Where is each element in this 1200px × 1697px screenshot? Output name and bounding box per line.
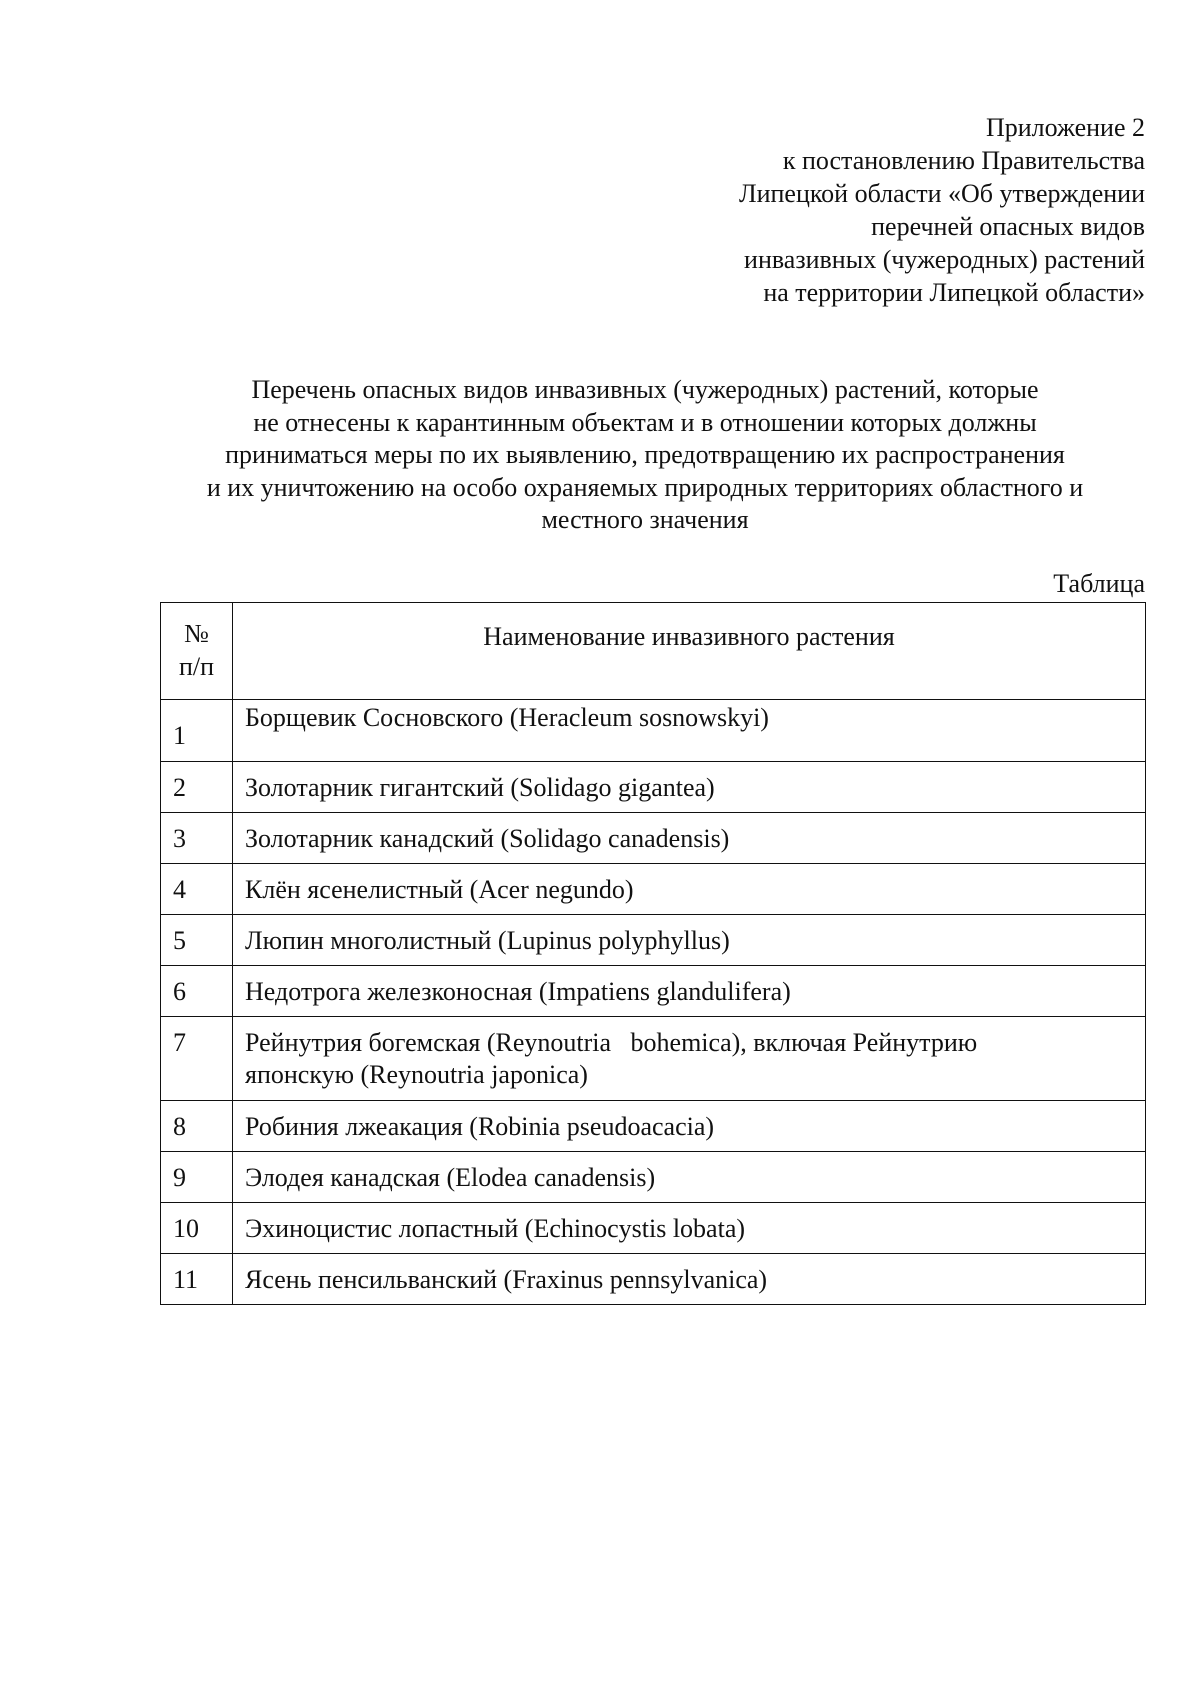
header-number-abbr: п/п bbox=[178, 652, 215, 681]
plant-name bbox=[233, 1017, 1146, 1101]
row-number: 10 bbox=[161, 1203, 233, 1254]
plant-name: Борщевик Сосновского (Heracleum sosnowskyi) bbox=[233, 700, 1146, 762]
table-row bbox=[161, 1017, 1146, 1101]
table-row bbox=[161, 762, 1146, 813]
appendix-block bbox=[585, 111, 1145, 309]
header-number-symbol: № bbox=[184, 619, 209, 648]
plant-name: Робиния лжеакация (Robinia pseudoacacia) bbox=[233, 1101, 1146, 1152]
row-number: 11 bbox=[161, 1254, 233, 1305]
plant-name: Эхиноцистис лопастный (Echinocystis lobata) bbox=[233, 1203, 1146, 1254]
header-name-cell: Наименование инвазивного растения bbox=[233, 603, 1146, 700]
row-number: 1 bbox=[161, 700, 233, 762]
appendix-line: на территории Липецкой области» bbox=[763, 278, 1145, 307]
appendix-line: инвазивных (чужеродных) растений bbox=[744, 245, 1145, 274]
table-row bbox=[161, 1101, 1146, 1152]
title-line: Перечень опасных видов инвазивных (чужеродных) растений, которые bbox=[251, 375, 1039, 404]
appendix-line: перечней опасных видов bbox=[871, 212, 1145, 241]
appendix-line: к постановлению Правительства bbox=[782, 146, 1145, 175]
table-row bbox=[161, 1203, 1146, 1254]
row-number: 5 bbox=[161, 915, 233, 966]
table-row bbox=[161, 1152, 1146, 1203]
plant-name: Недотрога железконосная (Impatiens glandulifera) bbox=[233, 966, 1146, 1017]
table-caption: Таблица bbox=[1053, 569, 1145, 598]
title-line: не отнесены к карантинным объектам и в отношении которых должны bbox=[253, 407, 1037, 437]
table-row bbox=[161, 864, 1146, 915]
row-number: 9 bbox=[161, 1152, 233, 1203]
plant-name: Ясень пенсильванский (Fraxinus pennsylvanica) bbox=[233, 1254, 1146, 1305]
plant-name: Люпин многолистный (Lupinus polyphyllus) bbox=[233, 915, 1146, 966]
title-line: приниматься меры по их выявлению, предотвращению их распространения bbox=[225, 440, 1065, 469]
table-row bbox=[161, 915, 1146, 966]
table-row bbox=[161, 966, 1146, 1017]
title-line: местного значения bbox=[541, 505, 749, 534]
table-header-row bbox=[161, 603, 1146, 700]
plant-name: Золотарник гигантский (Solidago gigantea) bbox=[233, 762, 1146, 813]
table-row bbox=[161, 700, 1146, 762]
row-number: 3 bbox=[161, 813, 233, 864]
plant-name-line: Рейнутрия богемская (Reynoutria bohemica), включая Рейнутрию bbox=[245, 1028, 978, 1057]
row-number: 7 bbox=[161, 1017, 233, 1101]
plant-name: Золотарник канадский (Solidago canadensis) bbox=[233, 813, 1146, 864]
plant-name: Клён ясенелистный (Acer negundo) bbox=[233, 864, 1146, 915]
row-number: 2 bbox=[161, 762, 233, 813]
row-number: 4 bbox=[161, 864, 233, 915]
header-number-cell bbox=[161, 603, 233, 700]
table-row bbox=[161, 813, 1146, 864]
title-line: и их уничтожению на особо охраняемых природных территориях областного и bbox=[206, 472, 1084, 502]
document-title bbox=[150, 374, 1140, 537]
plant-name-line: японскую (Reynoutria japonica) bbox=[245, 1060, 588, 1089]
plant-name: Элодея канадская (Elodea canadensis) bbox=[233, 1152, 1146, 1203]
row-number: 6 bbox=[161, 966, 233, 1017]
plants-table bbox=[160, 602, 1146, 1305]
appendix-line: Липецкой области «Об утверждении bbox=[738, 179, 1145, 208]
table-row bbox=[161, 1254, 1146, 1305]
appendix-line: Приложение 2 bbox=[985, 113, 1145, 142]
row-number: 8 bbox=[161, 1101, 233, 1152]
